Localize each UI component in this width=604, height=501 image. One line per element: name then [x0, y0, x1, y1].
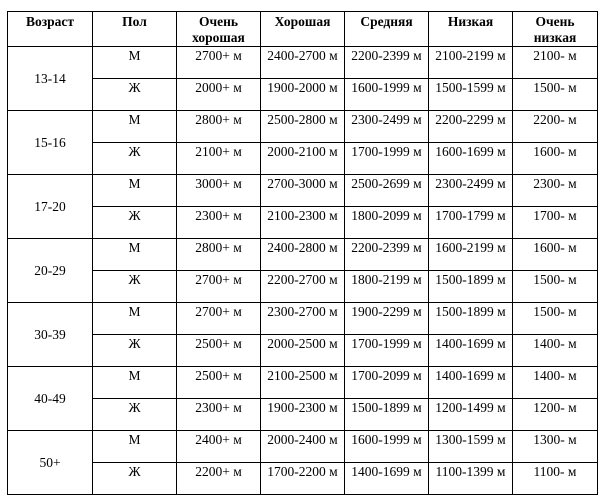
table-row [8, 175, 598, 207]
very-good-cell: 2500+ м [177, 367, 261, 399]
good-cell: 2000-2400 м [261, 431, 345, 463]
low-cell: 1400-1699 м [429, 367, 513, 399]
age-group-cell: 13-14 [8, 47, 93, 111]
good-cell: 2500-2800 м [261, 111, 345, 143]
average-cell: 1700-1999 м [345, 143, 429, 175]
age-group-cell: 17-20 [8, 175, 93, 239]
very-good-cell: 3000+ м [177, 175, 261, 207]
good-cell: 1900-2000 м [261, 79, 345, 111]
table-row [8, 335, 598, 367]
average-cell: 2200-2399 м [345, 47, 429, 79]
sex-cell: Ж [93, 143, 177, 175]
very-low-cell: 1100- м [513, 463, 598, 495]
sex-cell: Ж [93, 207, 177, 239]
age-group-cell: 50+ [8, 431, 93, 495]
low-cell: 2200-2299 м [429, 111, 513, 143]
low-cell: 1300-1599 м [429, 431, 513, 463]
average-cell: 2200-2399 м [345, 239, 429, 271]
header-row [8, 12, 598, 47]
sex-cell: М [93, 111, 177, 143]
average-cell: 1800-2199 м [345, 271, 429, 303]
table-row [8, 367, 598, 399]
low-cell: 1500-1899 м [429, 271, 513, 303]
sex-cell: М [93, 367, 177, 399]
average-cell: 1700-2099 м [345, 367, 429, 399]
age-group-cell: 20-29 [8, 239, 93, 303]
very-good-cell: 2700+ м [177, 47, 261, 79]
header-very-low: Очень низкая [513, 12, 598, 47]
very-low-cell: 1500- м [513, 303, 598, 335]
sex-cell: Ж [93, 399, 177, 431]
table-row [8, 271, 598, 303]
low-cell: 1100-1399 м [429, 463, 513, 495]
very-low-cell: 1700- м [513, 207, 598, 239]
sex-cell: Ж [93, 463, 177, 495]
very-low-cell: 1300- м [513, 431, 598, 463]
header-good: Хорошая [261, 12, 345, 47]
sex-cell: М [93, 239, 177, 271]
table-row [8, 431, 598, 463]
low-cell: 1400-1699 м [429, 335, 513, 367]
very-good-cell: 2700+ м [177, 303, 261, 335]
very-good-cell: 2200+ м [177, 463, 261, 495]
sex-cell: Ж [93, 79, 177, 111]
good-cell: 1700-2200 м [261, 463, 345, 495]
low-cell: 1500-1899 м [429, 303, 513, 335]
good-cell: 2400-2700 м [261, 47, 345, 79]
table-row [8, 47, 598, 79]
very-low-cell: 1500- м [513, 79, 598, 111]
sex-cell: М [93, 175, 177, 207]
low-cell: 2100-2199 м [429, 47, 513, 79]
age-group-cell: 30-39 [8, 303, 93, 367]
good-cell: 1900-2300 м [261, 399, 345, 431]
average-cell: 1500-1899 м [345, 399, 429, 431]
very-low-cell: 2200- м [513, 111, 598, 143]
very-low-cell: 1200- м [513, 399, 598, 431]
average-cell: 1800-2099 м [345, 207, 429, 239]
very-good-cell: 2300+ м [177, 399, 261, 431]
header-low: Низкая [429, 12, 513, 47]
table-row [8, 111, 598, 143]
average-cell: 2500-2699 м [345, 175, 429, 207]
header-age: Возраст [8, 12, 93, 47]
table-row [8, 207, 598, 239]
sex-cell: М [93, 303, 177, 335]
very-good-cell: 2000+ м [177, 79, 261, 111]
sex-cell: М [93, 431, 177, 463]
average-cell: 2300-2499 м [345, 111, 429, 143]
low-cell: 1500-1599 м [429, 79, 513, 111]
low-cell: 1200-1499 м [429, 399, 513, 431]
table-row [8, 239, 598, 271]
table-row [8, 303, 598, 335]
low-cell: 1700-1799 м [429, 207, 513, 239]
table-row [8, 463, 598, 495]
very-low-cell: 1500- м [513, 271, 598, 303]
very-low-cell: 1600- м [513, 143, 598, 175]
very-good-cell: 2300+ м [177, 207, 261, 239]
average-cell: 1600-1999 м [345, 79, 429, 111]
low-cell: 1600-1699 м [429, 143, 513, 175]
header-average: Средняя [345, 12, 429, 47]
fitness-norms-table [7, 11, 598, 495]
good-cell: 2200-2700 м [261, 271, 345, 303]
table-row [8, 143, 598, 175]
very-good-cell: 2400+ м [177, 431, 261, 463]
table-body [8, 47, 598, 495]
low-cell: 1600-2199 м [429, 239, 513, 271]
very-low-cell: 1600- м [513, 239, 598, 271]
very-good-cell: 2800+ м [177, 239, 261, 271]
sex-cell: М [93, 47, 177, 79]
very-good-cell: 2800+ м [177, 111, 261, 143]
average-cell: 1900-2299 м [345, 303, 429, 335]
average-cell: 1600-1999 м [345, 431, 429, 463]
average-cell: 1700-1999 м [345, 335, 429, 367]
good-cell: 2000-2500 м [261, 335, 345, 367]
good-cell: 2100-2500 м [261, 367, 345, 399]
very-good-cell: 2500+ м [177, 335, 261, 367]
very-low-cell: 1400- м [513, 335, 598, 367]
average-cell: 1400-1699 м [345, 463, 429, 495]
very-low-cell: 2100- м [513, 47, 598, 79]
table-row [8, 399, 598, 431]
good-cell: 2100-2300 м [261, 207, 345, 239]
good-cell: 2400-2800 м [261, 239, 345, 271]
table-row [8, 79, 598, 111]
table-header [8, 12, 598, 47]
header-sex: Пол [93, 12, 177, 47]
header-very-good: Очень хорошая [177, 12, 261, 47]
very-good-cell: 2700+ м [177, 271, 261, 303]
good-cell: 2300-2700 м [261, 303, 345, 335]
good-cell: 2000-2100 м [261, 143, 345, 175]
sex-cell: Ж [93, 335, 177, 367]
sex-cell: Ж [93, 271, 177, 303]
good-cell: 2700-3000 м [261, 175, 345, 207]
very-low-cell: 2300- м [513, 175, 598, 207]
age-group-cell: 15-16 [8, 111, 93, 175]
low-cell: 2300-2499 м [429, 175, 513, 207]
very-good-cell: 2100+ м [177, 143, 261, 175]
age-group-cell: 40-49 [8, 367, 93, 431]
very-low-cell: 1400- м [513, 367, 598, 399]
